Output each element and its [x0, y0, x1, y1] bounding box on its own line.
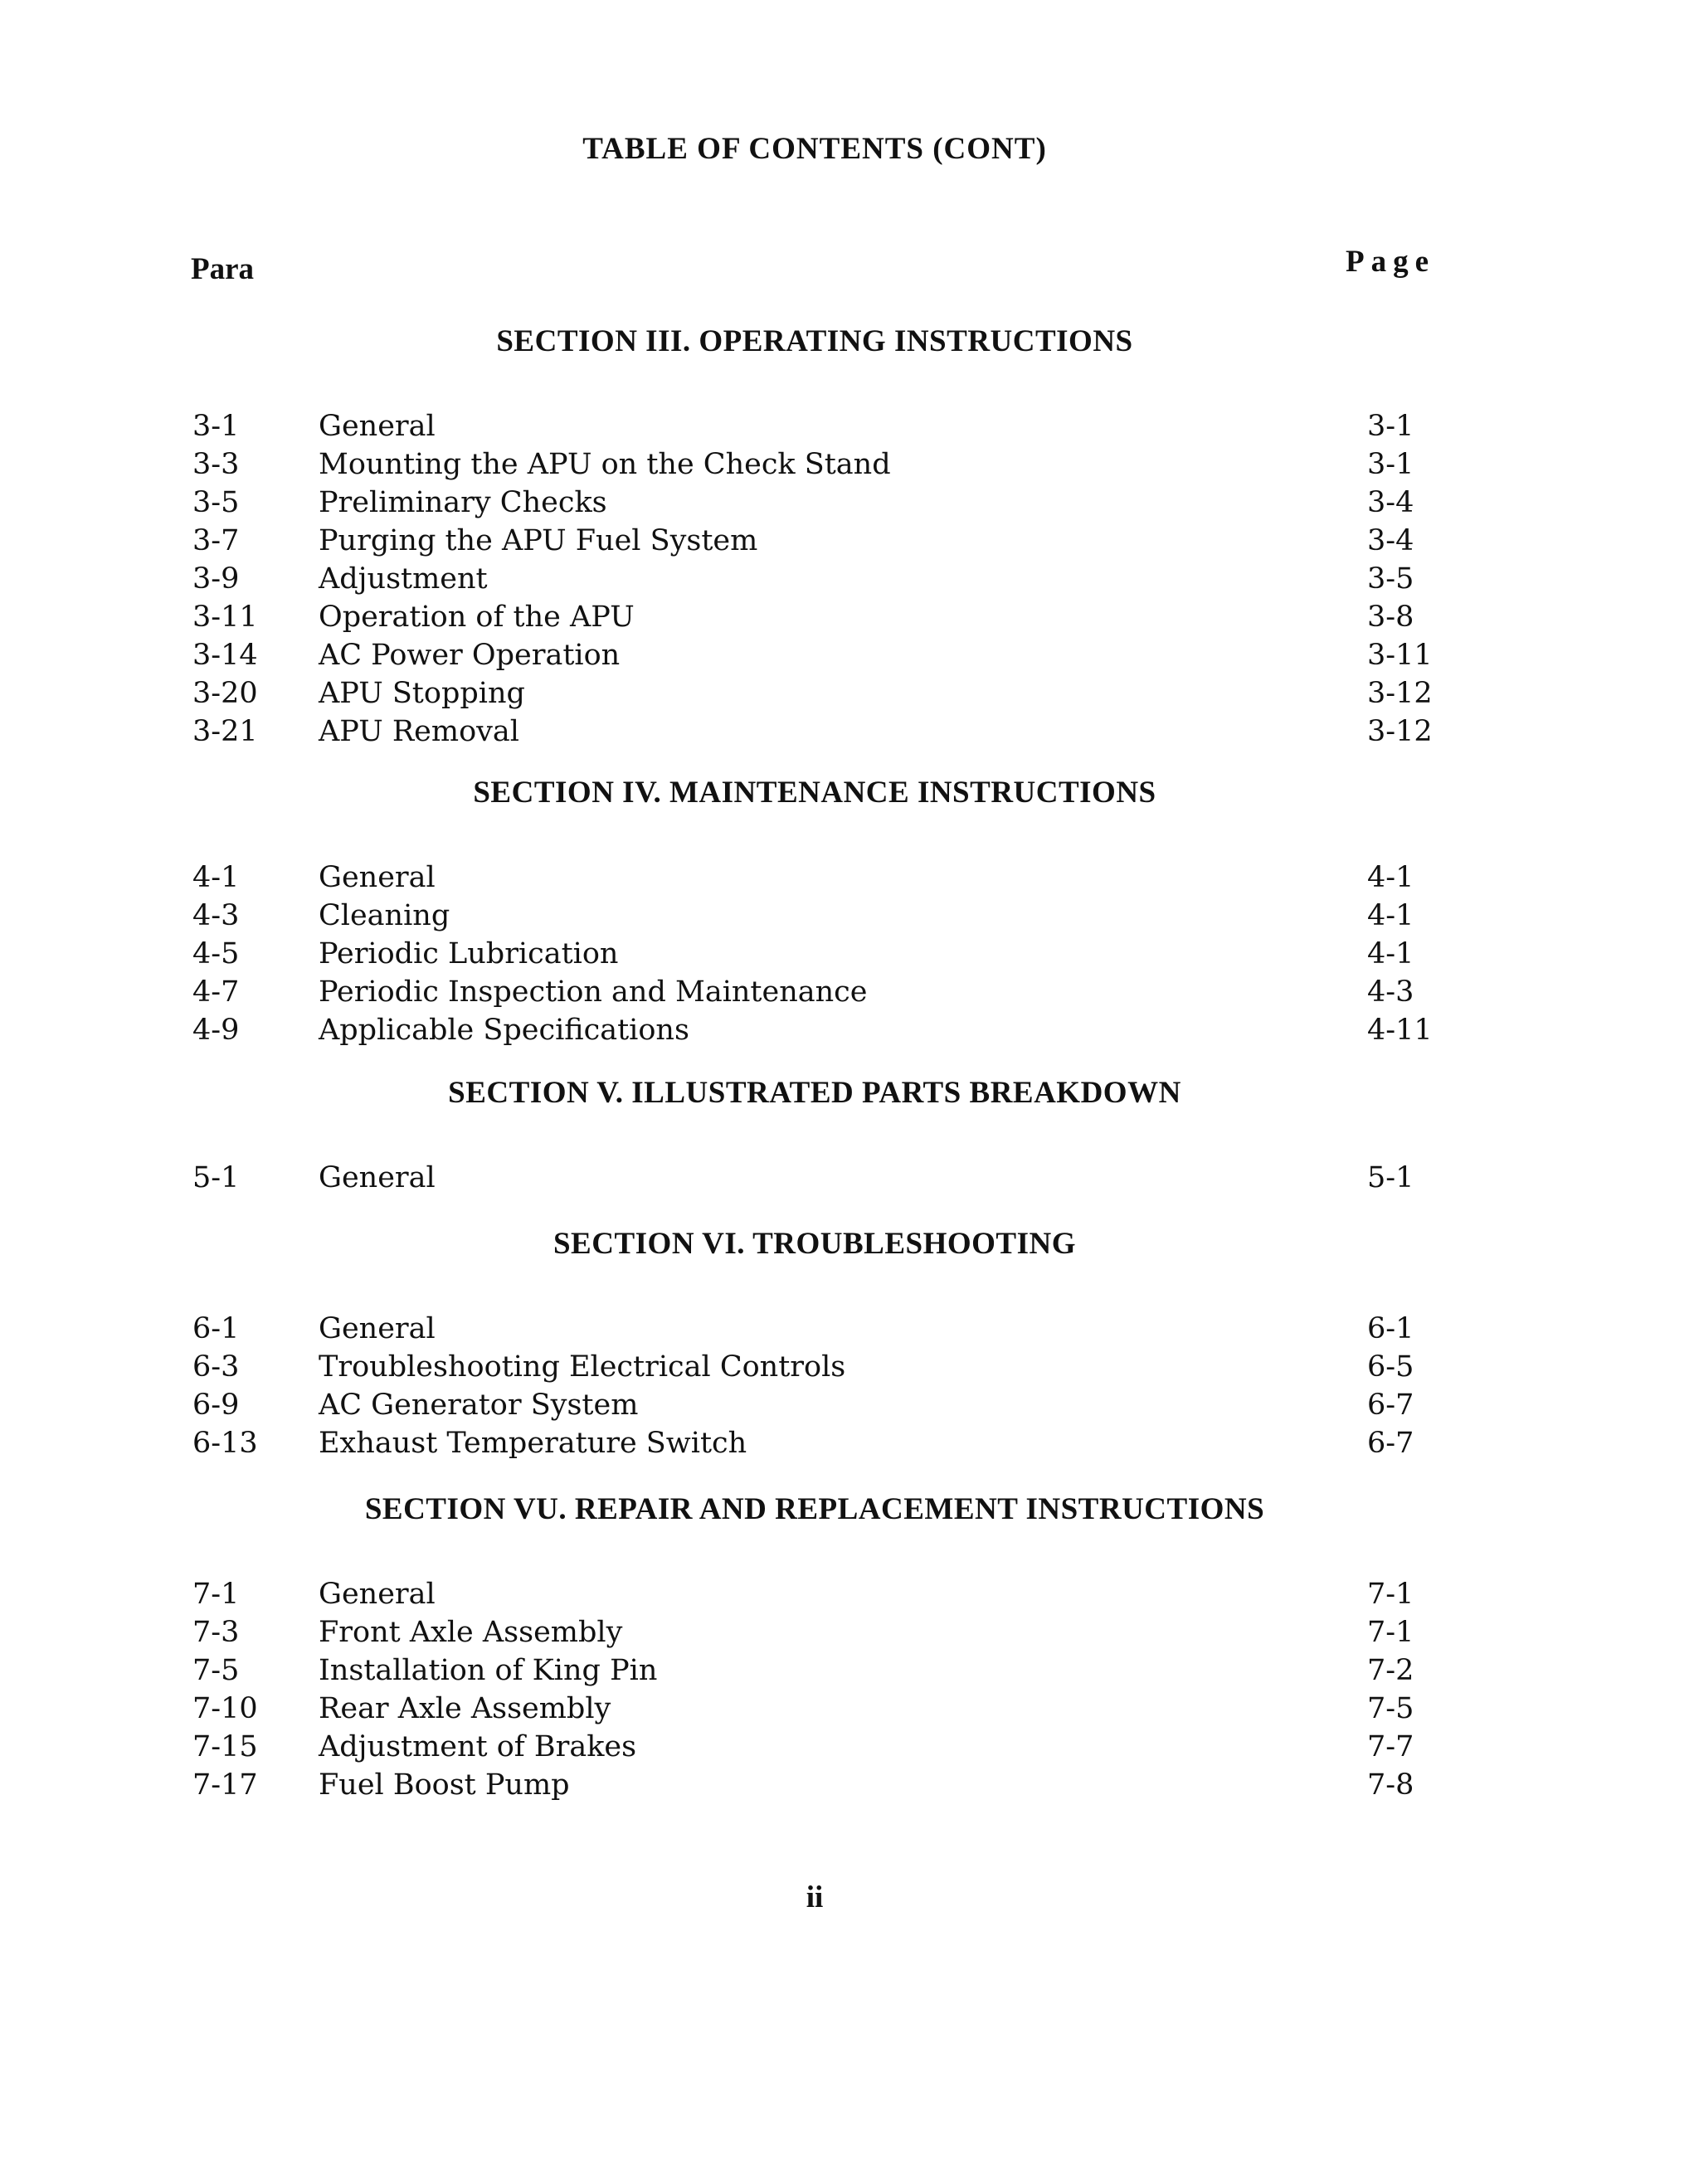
page-number: 6-7	[1367, 1427, 1414, 1460]
entry-title: APU Removal	[319, 715, 519, 748]
para-number: 4-9	[192, 1014, 240, 1047]
section-maintenance-instructions	[0, 775, 1699, 1049]
toc-entry[interactable]	[0, 445, 1699, 484]
toc-list	[0, 407, 1699, 751]
toc-entry[interactable]	[0, 1011, 1699, 1049]
para-number: 3-9	[192, 562, 240, 596]
entry-title: General	[319, 1161, 436, 1194]
page-number-footer: ii	[806, 1880, 824, 1914]
page-number: 7-1	[1367, 1578, 1414, 1611]
toc-entry[interactable]	[0, 407, 1699, 445]
para-number: 3-20	[192, 677, 258, 710]
para-number: 4-1	[192, 861, 240, 894]
toc-entry[interactable]	[0, 897, 1699, 935]
entry-title: General	[319, 410, 436, 443]
para-number: 7-10	[192, 1692, 258, 1725]
entry-title: Operation of the APU	[319, 601, 635, 634]
toc-entry[interactable]	[0, 973, 1699, 1011]
entry-title: General	[319, 1578, 436, 1611]
toc-entry[interactable]	[0, 859, 1699, 897]
toc-entry[interactable]	[0, 674, 1699, 713]
page-number: 6-1	[1367, 1312, 1414, 1345]
page-number: 4-1	[1367, 861, 1414, 894]
page-number: 3-4	[1367, 486, 1414, 519]
para-number: 3-7	[192, 524, 240, 557]
page-number: 7-2	[1367, 1654, 1414, 1687]
section-illustrated-parts-breakdown	[0, 1075, 1699, 1197]
toc-list	[0, 859, 1699, 1049]
page-number: 4-1	[1367, 937, 1414, 970]
page-number: 7-8	[1367, 1768, 1414, 1802]
page-number: 7-5	[1367, 1692, 1414, 1725]
page-number: 3-12	[1367, 715, 1433, 748]
section-heading: SECTION III. OPERATING INSTRUCTIONS	[496, 324, 1133, 358]
page-number: 3-1	[1367, 448, 1414, 481]
para-number: 7-17	[192, 1768, 258, 1802]
para-number: 4-3	[192, 899, 240, 932]
page-number: 6-7	[1367, 1389, 1414, 1422]
entry-title: Adjustment of Brakes	[319, 1730, 637, 1763]
toc-entry[interactable]	[0, 560, 1699, 598]
page-number: 7-7	[1367, 1730, 1414, 1763]
entry-title: Troubleshooting Electrical Controls	[319, 1350, 846, 1384]
entry-title: Periodic Lubrication	[319, 937, 619, 970]
page-number: 3-11	[1367, 639, 1433, 672]
entry-title: AC Generator System	[319, 1389, 639, 1422]
toc-entry[interactable]	[0, 1424, 1699, 1462]
entry-title: Preliminary Checks	[319, 486, 607, 519]
para-number: 7-1	[192, 1578, 240, 1611]
entry-title: Purging the APU Fuel System	[319, 524, 758, 557]
section-repair-and-replacement-instructions	[0, 1491, 1699, 1804]
page-number: 3-12	[1367, 677, 1433, 710]
page-number: 5-1	[1367, 1161, 1414, 1194]
entry-title: Rear Axle Assembly	[319, 1692, 611, 1725]
para-number: 7-5	[192, 1654, 240, 1687]
para-number: 6-13	[192, 1427, 258, 1460]
para-number: 7-15	[192, 1730, 258, 1763]
section-heading: SECTION VI. TROUBLESHOOTING	[553, 1227, 1077, 1261]
toc-entry[interactable]	[0, 935, 1699, 973]
page-number: 7-1	[1367, 1616, 1414, 1649]
page-number: 3-4	[1367, 524, 1414, 557]
page-title: TABLE OF CONTENTS (CONT)	[582, 132, 1047, 166]
entry-title: Front Axle Assembly	[319, 1616, 623, 1649]
page-number: 3-1	[1367, 410, 1414, 443]
entry-title: Installation of King Pin	[319, 1654, 658, 1687]
toc-entry[interactable]	[0, 1575, 1699, 1613]
entry-title: Exhaust Temperature Switch	[319, 1427, 747, 1460]
page-number: 6-5	[1367, 1350, 1414, 1384]
entry-title: Mounting the APU on the Check Stand	[319, 448, 891, 481]
toc-entry[interactable]	[0, 1159, 1699, 1197]
toc-entry[interactable]	[0, 713, 1699, 751]
section-troubleshooting	[0, 1226, 1699, 1462]
toc-list	[0, 1310, 1699, 1462]
section-heading: SECTION VU. REPAIR AND REPLACEMENT INSTRUCTIONS	[364, 1492, 1265, 1526]
entry-title: Applicable Specifications	[319, 1014, 689, 1047]
para-number: 7-3	[192, 1616, 240, 1649]
page-number: 4-1	[1367, 899, 1414, 932]
toc-entry[interactable]	[0, 1348, 1699, 1386]
section-heading: SECTION V. ILLUSTRATED PARTS BREAKDOWN	[448, 1076, 1181, 1110]
entry-title: Fuel Boost Pump	[319, 1768, 570, 1802]
toc-entry[interactable]	[0, 598, 1699, 636]
section-heading: SECTION IV. MAINTENANCE INSTRUCTIONS	[473, 776, 1156, 810]
toc-list	[0, 1159, 1699, 1197]
page-number: 4-3	[1367, 975, 1414, 1009]
entry-title: General	[319, 861, 436, 894]
toc-entry[interactable]	[0, 1310, 1699, 1348]
page-column-label: Page	[1346, 245, 1436, 279]
para-column-label: Para	[191, 252, 255, 286]
toc-entry[interactable]	[0, 1386, 1699, 1424]
para-number: 3-14	[192, 639, 258, 672]
entry-title: APU Stopping	[319, 677, 525, 710]
para-number: 5-1	[192, 1161, 240, 1194]
toc-entry[interactable]	[0, 1613, 1699, 1651]
toc-entry[interactable]	[0, 1651, 1699, 1690]
para-number: 6-1	[192, 1312, 240, 1345]
entry-title: Periodic Inspection and Maintenance	[319, 975, 868, 1009]
para-number: 3-1	[192, 410, 240, 443]
toc-entry[interactable]	[0, 1728, 1699, 1766]
section-operating-instructions	[0, 323, 1699, 751]
para-number: 3-5	[192, 486, 240, 519]
toc-list	[0, 1575, 1699, 1804]
toc-entry[interactable]	[0, 484, 1699, 522]
para-number: 3-21	[192, 715, 258, 748]
toc-entry[interactable]	[0, 1690, 1699, 1728]
page-number: 4-11	[1367, 1014, 1433, 1047]
para-number: 3-3	[192, 448, 240, 481]
toc-entry[interactable]	[0, 522, 1699, 560]
para-number: 6-3	[192, 1350, 240, 1384]
toc-entry[interactable]	[0, 636, 1699, 674]
entry-title: Adjustment	[319, 562, 488, 596]
toc-entry[interactable]	[0, 1766, 1699, 1804]
page-number: 3-8	[1367, 601, 1414, 634]
entry-title: General	[319, 1312, 436, 1345]
page-number: 3-5	[1367, 562, 1414, 596]
entry-title: Cleaning	[319, 899, 450, 932]
para-number: 4-5	[192, 937, 240, 970]
para-number: 4-7	[192, 975, 240, 1009]
entry-title: AC Power Operation	[319, 639, 621, 672]
para-number: 6-9	[192, 1389, 240, 1422]
para-number: 3-11	[192, 601, 258, 634]
